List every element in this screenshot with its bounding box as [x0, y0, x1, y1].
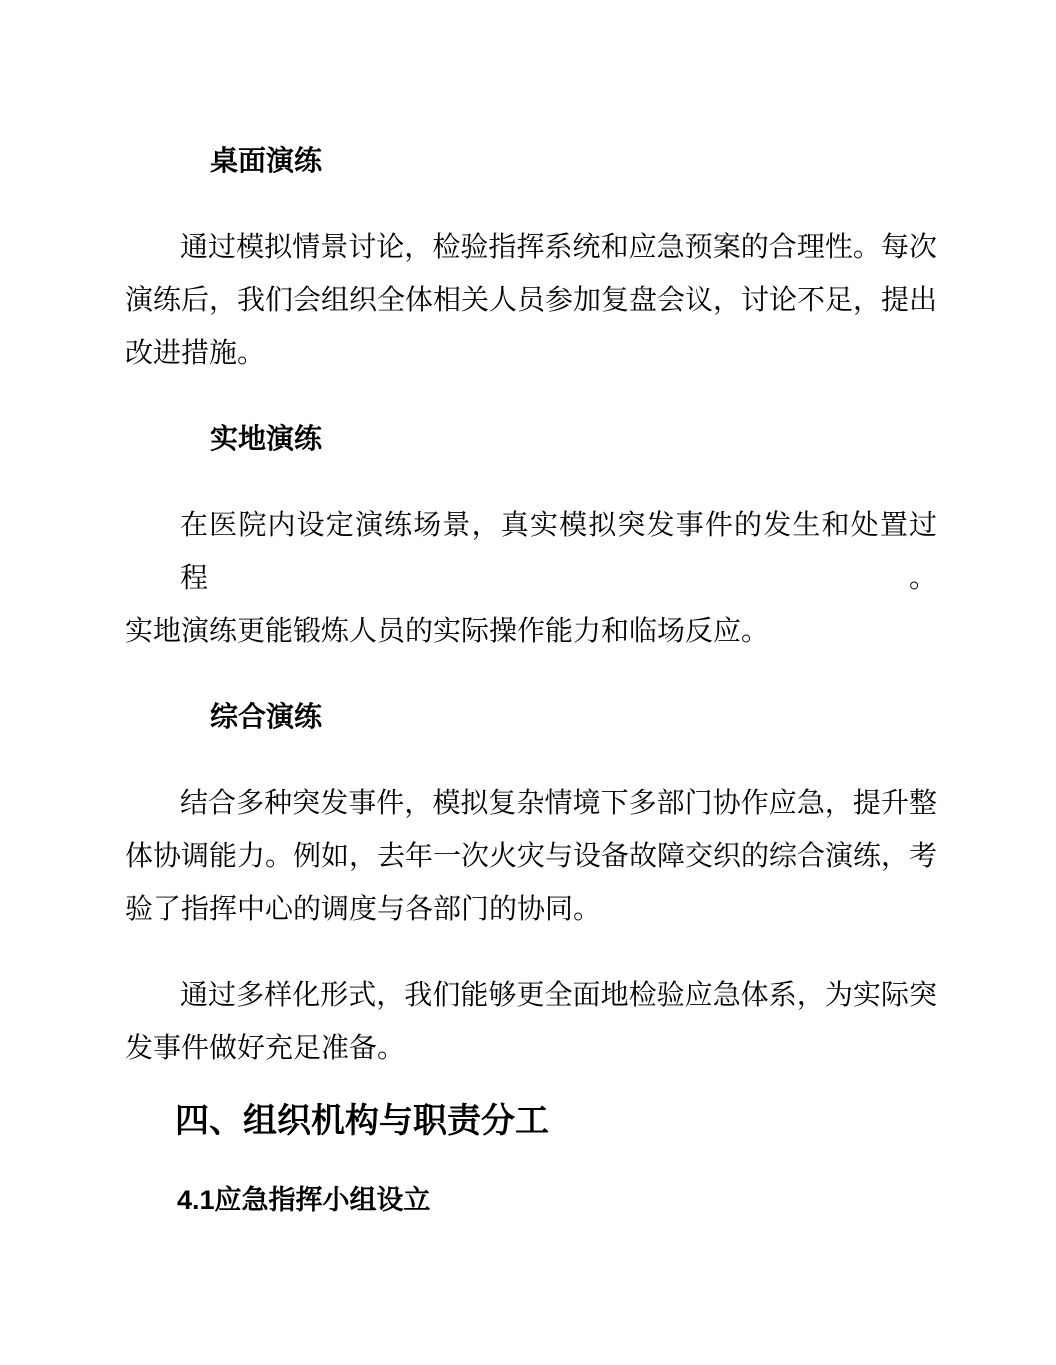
text-line: 验了指挥中心的调度与各部门的协同。	[125, 894, 602, 925]
subsection-heading-command-group: 4.1应急指挥小组设立	[177, 1185, 431, 1215]
text-line: 通过模拟情景讨论，检验指挥系统和应急预案的合理性。每次	[180, 232, 937, 263]
text-line: 实地演练更能锻炼人员的实际操作能力和临场反应。	[125, 616, 770, 647]
body-paragraph	[125, 777, 937, 936]
section-subheading-desktop-drill: 桌面演练	[210, 146, 323, 177]
body-paragraph	[125, 499, 937, 658]
section-subheading-field-drill: 实地演练	[210, 424, 323, 455]
section-subheading-comprehensive-drill: 综合演练	[210, 702, 323, 733]
body-paragraph	[125, 221, 937, 380]
text-line: 演练后，我们会组织全体相关人员参加复盘会议，讨论不足，提出	[125, 285, 938, 316]
text-line: 结合多种突发事件，模拟复杂情境下多部门协作应急，提升整	[180, 788, 937, 819]
section-heading-organization: 四、组织机构与职责分工	[175, 1102, 549, 1140]
body-paragraph	[125, 969, 937, 1075]
text-line: 改进措施。	[125, 338, 266, 369]
text-line: 发事件做好充足准备。	[125, 1033, 406, 1064]
text-line: 在医院内设定演练场景，真实模拟突发事件的发生和处置过程。	[180, 510, 937, 594]
text-line: 通过多样化形式，我们能够更全面地检验应急体系，为实际突	[180, 980, 937, 1011]
text-line: 体协调能力。例如，去年一次火灾与设备故障交织的综合演练，考	[125, 841, 938, 872]
